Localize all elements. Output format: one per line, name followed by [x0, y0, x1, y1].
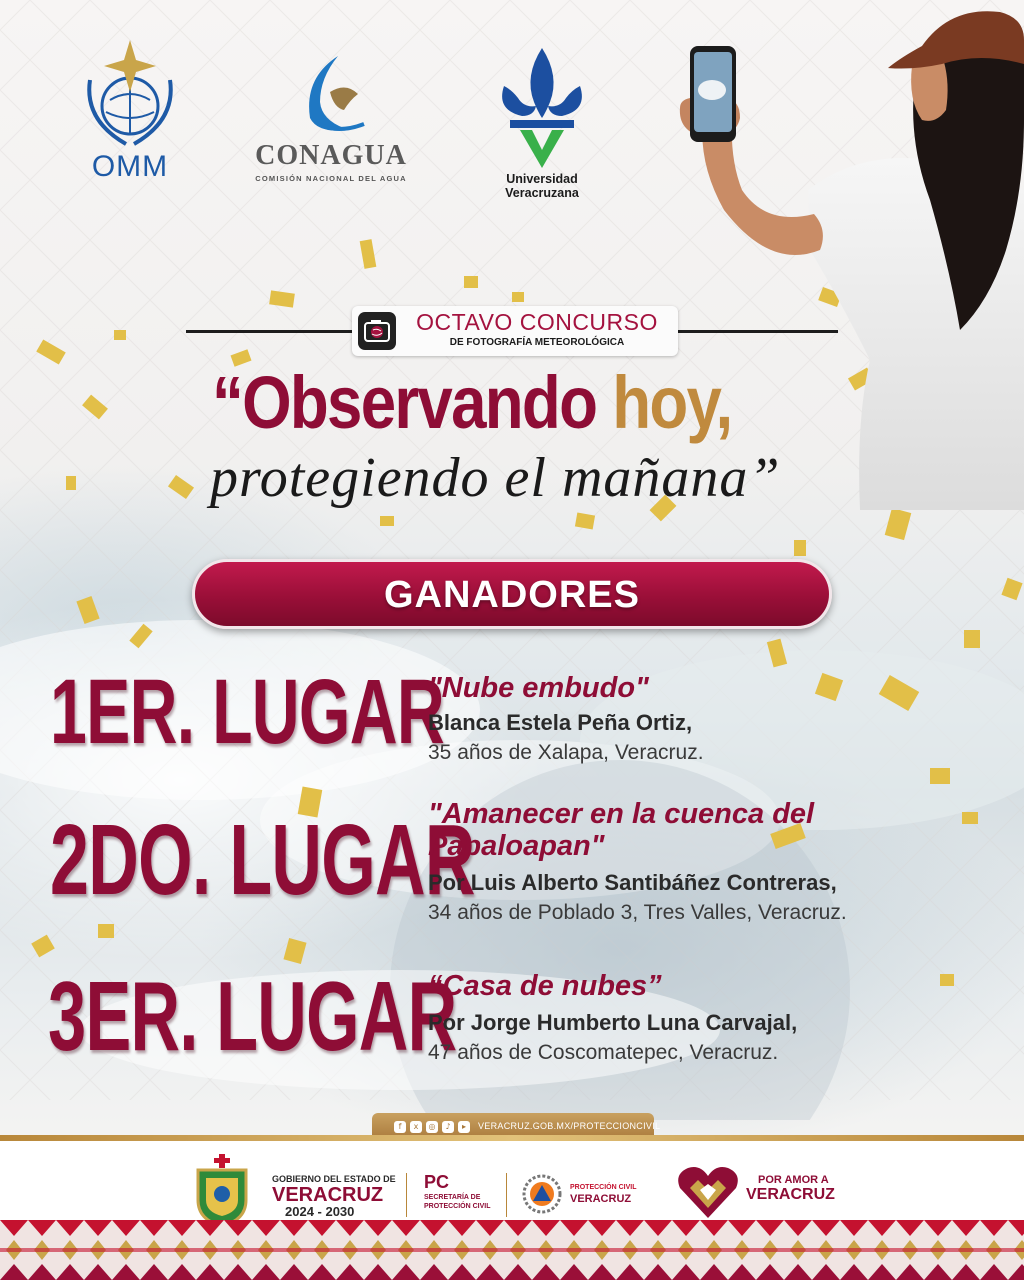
winners-banner	[192, 559, 832, 629]
amor-line-1: POR AMOR A	[758, 1174, 829, 1186]
gov-years: 2024 - 2030	[285, 1204, 355, 1219]
website-link[interactable]: VERACRUZ.GOB.MX/PROTECCIONCIVIL	[478, 1121, 661, 1131]
omm-label: OMM	[91, 150, 169, 183]
first-place-label: 1ER. LUGAR	[50, 661, 444, 763]
pcv-line-1: PROTECCIÓN CIVIL	[570, 1184, 637, 1191]
veracruz-coat-of-arms-icon	[192, 1154, 252, 1228]
pcv-line-2: VERACRUZ	[570, 1193, 632, 1205]
footer-divider-1	[406, 1173, 407, 1217]
headline-line-1	[212, 360, 745, 445]
third-place-info: 47 años de Coscomatepec, Veracruz.	[428, 1041, 779, 1064]
pc-line-2: PROTECCIÓN CIVIL	[424, 1203, 491, 1210]
conagua-subtitle: COMISIÓN NACIONAL DEL AGUA	[255, 174, 407, 183]
header-rule-right	[678, 330, 838, 333]
headline-highlight: hoy,	[612, 361, 732, 444]
first-place-photo-title: "Nube embudo"	[428, 672, 649, 704]
omm-logo	[76, 40, 184, 190]
second-place-info: 34 años de Poblado 3, Tres Valles, Veracruz.	[428, 901, 847, 924]
second-place-photo-title-line-1: "Amanecer en la cuenca del	[428, 798, 815, 830]
proteccion-civil-emblem-icon	[522, 1174, 562, 1214]
second-place-photo-title-line-2: Papaloapan"	[428, 830, 605, 862]
youtube-icon[interactable]: ▸	[458, 1121, 470, 1133]
instagram-icon[interactable]: ◎	[426, 1121, 438, 1133]
first-place-info: 35 años de Xalapa, Veracruz.	[428, 741, 704, 764]
camera-globe-icon	[358, 312, 396, 350]
bottom-pattern-band	[0, 1220, 1024, 1280]
second-place-author: Por Luis Alberto Santibáñez Contreras,	[428, 870, 837, 895]
conagua-name: CONAGUA	[255, 140, 407, 171]
header-rule-left	[186, 330, 352, 333]
first-place-author: Blanca Estela Peña Ortiz,	[428, 710, 693, 735]
third-place-label: 3ER. LUGAR	[48, 961, 457, 1071]
gov-line: GOBIERNO DEL ESTADO DE	[272, 1174, 396, 1184]
footer	[0, 1141, 1024, 1231]
tiktok-icon[interactable]: ♪	[442, 1121, 454, 1133]
x-icon[interactable]: x	[410, 1121, 422, 1133]
conagua-emblem-icon	[298, 52, 368, 136]
third-place-photo-title: “Casa de nubes”	[428, 970, 662, 1002]
gov-state: VERACRUZ	[272, 1184, 384, 1206]
second-place-label: 2DO. LUGAR	[50, 804, 475, 916]
contest-edition: OCTAVO CONCURSO	[416, 309, 658, 335]
contest-name: DE FOTOGRAFÍA METEOROLÓGICA	[449, 337, 625, 348]
footer-divider-2	[506, 1173, 507, 1217]
contest-header-badge	[352, 306, 678, 356]
uv-label: Universidad Veracruzana	[505, 172, 579, 200]
por-amor-heart-icon	[676, 1164, 740, 1220]
third-place-author: Por Jorge Humberto Luna Carvajal,	[428, 1010, 798, 1035]
omm-emblem-icon	[76, 40, 184, 150]
uv-fleur-icon	[494, 46, 590, 170]
pc-abbr: PC	[424, 1172, 450, 1192]
headline-line-2: protegiendo el mañana”	[210, 447, 781, 509]
amor-line-2: VERACRUZ	[746, 1186, 835, 1203]
headline-part-1: “Observando	[212, 361, 613, 444]
conagua-logo	[246, 52, 416, 192]
pc-line-1: SECRETARÍA DE	[424, 1194, 481, 1201]
winners-label: GANADORES	[383, 574, 641, 616]
uv-logo	[468, 46, 616, 200]
facebook-icon[interactable]: f	[394, 1121, 406, 1133]
